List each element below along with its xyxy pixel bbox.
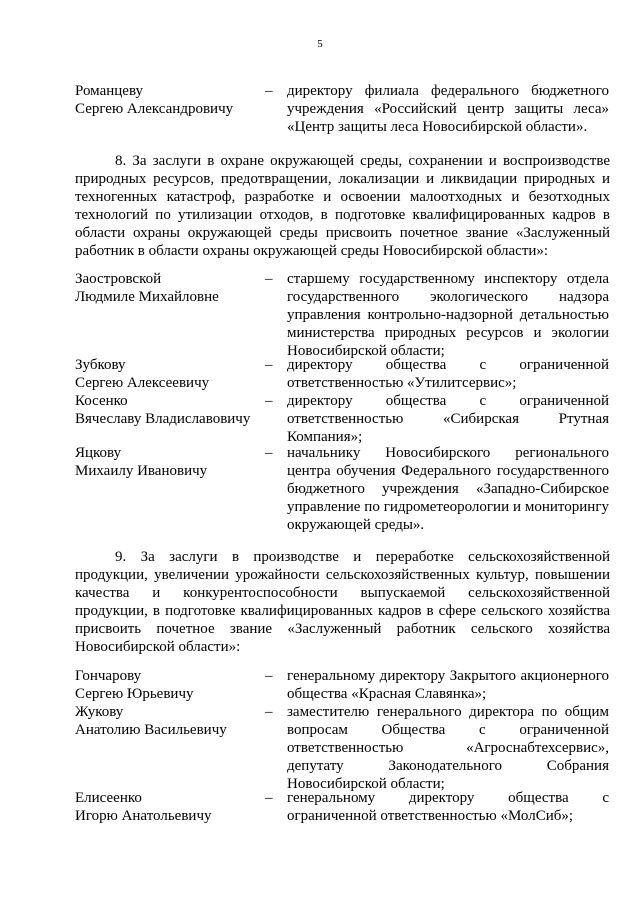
recipient-given-name: Михаилу Ивановичу <box>75 463 208 479</box>
dash: – <box>265 271 273 287</box>
recipient-surname: Елисеенко <box>75 790 142 806</box>
recipient-position: начальнику Новосибирского регионального центра обучения Федерального государственного бюджетного учреждения «Западно-Сибирское управление по гидрометеорологии и мониторингу окружающей среды». <box>287 445 609 533</box>
dash: – <box>265 445 273 461</box>
recipient-position: директору филиала федерального бюджетного учреждения «Российский центр защиты леса» «Центр защиты леса Новосибирской области». <box>287 83 609 135</box>
recipient-name <box>75 270 260 306</box>
recipient-given-name: Сергею Александровичу <box>75 101 234 117</box>
recipient-surname: Зубкову <box>75 357 126 373</box>
recipient-name <box>75 444 260 480</box>
recipient-name <box>75 789 260 825</box>
dash: – <box>265 357 273 373</box>
recipient-name <box>75 667 260 703</box>
dash: – <box>265 393 273 409</box>
page-number: 5 <box>317 38 323 50</box>
recipient-given-name: Сергею Алексеевичу <box>75 375 210 391</box>
recipient-surname: Яцкову <box>75 445 122 461</box>
recipient-name <box>75 703 260 739</box>
recipient-given-name: Сергею Юрьевичу <box>75 686 194 702</box>
recipient-given-name: Анатолию Васильевичу <box>75 722 227 738</box>
recipient-position: генеральному директору общества с ограниченной ответственностью «МолСиб»; <box>287 790 609 824</box>
recipient-name <box>75 392 260 428</box>
recipient-position: директору общества с ограниченной ответственностью «Сибирская Ртутная Компания»; <box>287 393 609 445</box>
recipient-surname: Романцеву <box>75 83 144 99</box>
section-9-paragraph: 9. За заслуги в производстве и переработке сельскохозяйственной продукции, увеличении урожайности сельскохозяйственных культур, повышении качества и конкурентоспособности выпускаемой сельскохозяйственной продукции, в подготовке квалифицированных кадров в сфере сельского хозяйства присвоить почетное звание «Заслуженный работник сельского хозяйства Новосибирской области»: <box>75 549 610 655</box>
dash: – <box>265 83 273 99</box>
dash: – <box>265 704 273 720</box>
recipient-name <box>75 82 260 118</box>
recipient-surname: Косенко <box>75 393 128 409</box>
recipient-position: заместителю генерального директора по общим вопросам Общества с ограниченной ответственностью «Агроснабтехсервис», депутату Законодательного Собрания Новосибирской области; <box>287 704 609 792</box>
recipient-position: старшему государственному инспектору отдела государственного экологического надзора управления контрольно-надзорной детальностью министерства природных ресурсов и экологии Новосибирской области; <box>287 271 609 359</box>
dash: – <box>265 790 273 806</box>
section-8-paragraph: 8. За заслуги в охране окружающей среды, сохранении и воспроизводстве природных ресурсов, предотвращении, локализации и ликвидации природных и техногенных катастроф, разработке и освоении малоотходных и безотходных технологий по утилизации отходов, в подготовке квалифицированных кадров в области охраны окружающей среды присвоить почетное звание «Заслуженный работник в области охраны окружающей среды Новосибирской области»: <box>75 153 610 259</box>
recipient-position: директору общества с ограниченной ответственностью «Утилитсервис»; <box>287 357 609 391</box>
recipient-given-name: Игорю Анатольевичу <box>75 808 212 824</box>
recipient-given-name: Вячеславу Владиславовичу <box>75 411 251 427</box>
recipient-given-name: Людмиле Михайловне <box>75 289 219 305</box>
recipient-name <box>75 356 260 392</box>
dash: – <box>265 668 273 684</box>
recipient-surname: Гончарову <box>75 668 142 684</box>
recipient-surname: Жукову <box>75 704 124 720</box>
recipient-position: генеральному директору Закрытого акционерного общества «Красная Славянка»; <box>287 668 609 702</box>
recipient-surname: Заостровской <box>75 271 162 287</box>
